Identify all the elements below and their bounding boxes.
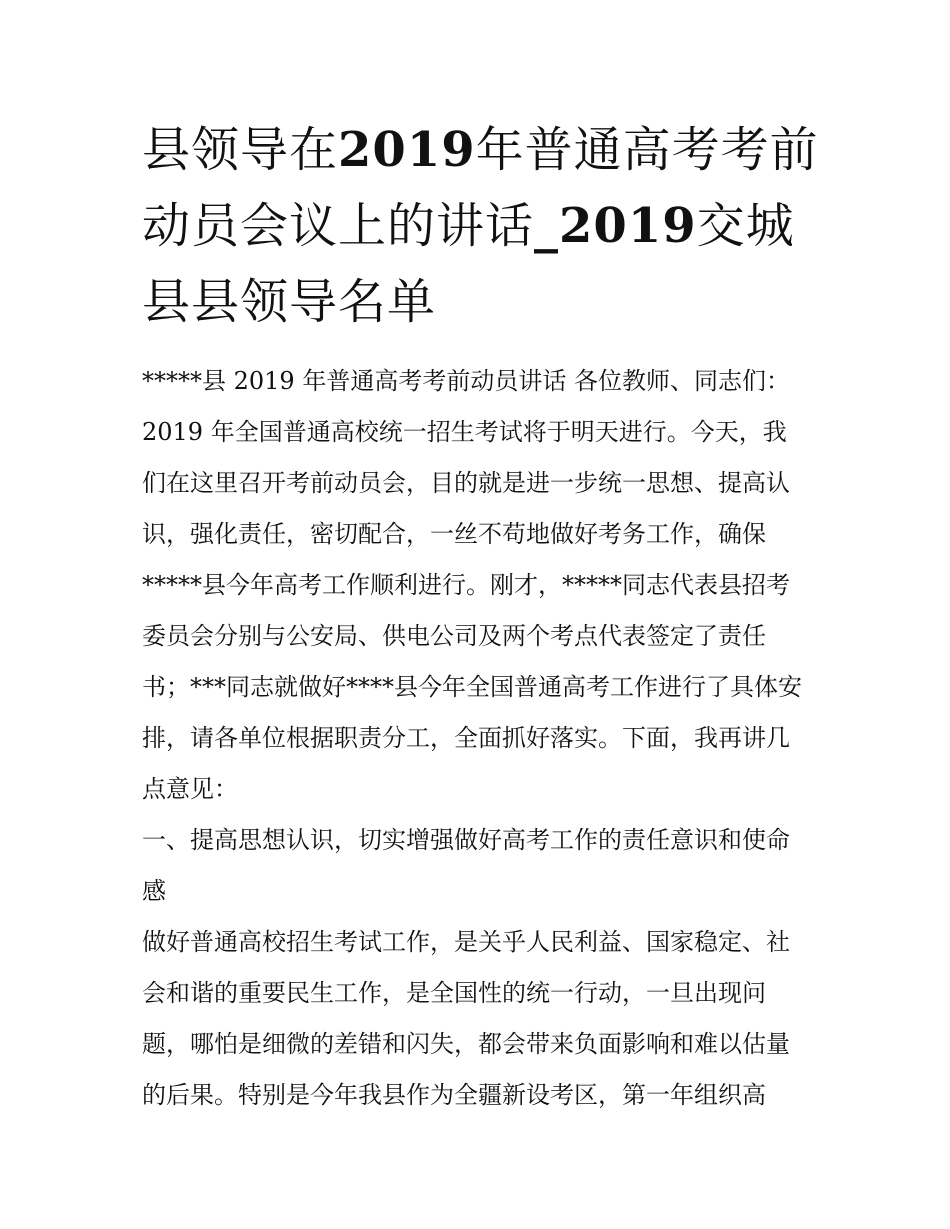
body-line: *****县今年高考工作顺利进行。刚才，*****同志代表县招考: [142, 571, 790, 599]
body-line: 排，请各单位根据职责分工，全面抓好落实。下面，我再讲几: [142, 724, 790, 752]
body-line: 会和谐的重要民生工作，是全国性的统一行动，一旦出现问: [142, 979, 766, 1007]
body-line: 书；***同志就做好****县今年全国普通高考工作进行了具体安: [142, 673, 802, 701]
title-line-1: 县领导在2019年普通高考考前: [142, 122, 819, 178]
body-line: 点意见：: [142, 775, 238, 803]
document-title: [142, 112, 822, 340]
body-line: 2019 年全国普通高校统一招生考试将于明天进行。今天，我: [142, 418, 787, 446]
body-line: 们在这里召开考前动员会，目的就是进一步统一思想、提高认: [142, 469, 790, 497]
body-line: 委员会分别与公安局、供电公司及两个考点代表签定了责任: [142, 622, 766, 650]
title-line-2: 动员会议上的讲话_2019交城: [142, 198, 795, 254]
section-heading-line: 一、提高思想认识，切实增强做好高考工作的责任意识和使命: [142, 826, 790, 854]
body-line: 做好普通高校招生考试工作，是关乎人民利益、国家稳定、社: [142, 928, 790, 956]
body-line: *****县 2019 年普通高考考前动员讲话 各位教师、同志们：: [142, 367, 790, 395]
title-line-3: 县县领导名单: [142, 274, 437, 330]
section-heading-line: 感: [142, 877, 166, 905]
document-body: [142, 356, 822, 1121]
body-line: 识，强化责任，密切配合，一丝不苟地做好考务工作，确保: [142, 520, 766, 548]
document-content: [142, 112, 822, 1121]
body-line: 的后果。特别是今年我县作为全疆新设考区，第一年组织高: [142, 1081, 766, 1109]
body-line: 题，哪怕是细微的差错和闪失，都会带来负面影响和难以估量: [142, 1030, 790, 1058]
